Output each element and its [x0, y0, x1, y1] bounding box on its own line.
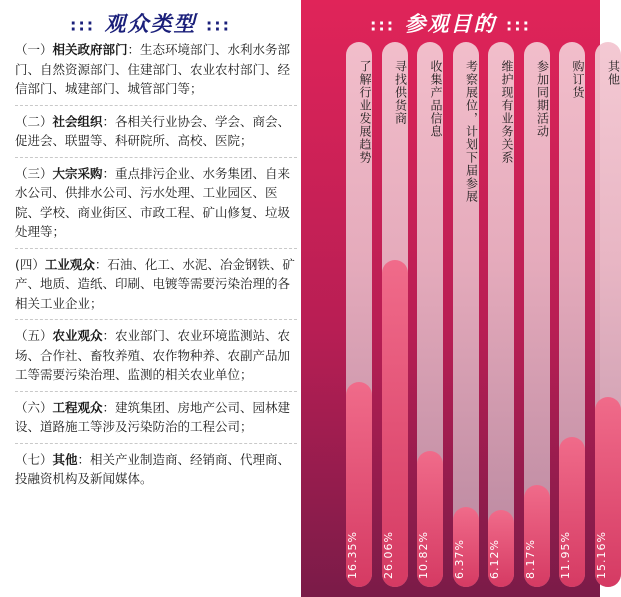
bar-column — [453, 42, 479, 587]
bar-category-label: 其他 — [606, 60, 621, 86]
visit-purpose-chart — [301, 0, 621, 597]
bar-category-label: 参加同期活动 — [535, 60, 550, 138]
bar-category-label: 了解行业发展趋势 — [358, 60, 372, 164]
audience-group-number: （六） — [15, 399, 53, 415]
audience-group — [15, 40, 297, 99]
bar-column — [595, 42, 621, 587]
audience-group-number: （五） — [15, 328, 53, 343]
audience-group-name: 工业观众 — [44, 256, 95, 272]
audience-groups-list — [15, 40, 297, 489]
group-divider — [15, 391, 297, 392]
title-decoration-left: ::: — [69, 15, 96, 35]
bar-category-label: 维护现有业务关系 — [500, 60, 514, 164]
group-divider — [15, 443, 297, 444]
bar-value-label: 15.16% — [594, 531, 608, 579]
group-divider — [15, 248, 297, 249]
audience-group-name: 相关政府部门 — [52, 42, 128, 57]
audience-group-description: ：重点排污企业、水务集团、自来水公司、供排水公司、污水处理、工业园区、医院、学校、商业街区、市政工程、矿山修复、垃圾处理等； — [15, 165, 291, 239]
bar-column — [524, 42, 550, 587]
audience-group-description: ：农业部门、农业环境监测站、农场、合作社、畜牧养殖、农作物种养、农副产品加工等需要污染治理、监测的相关农业单位； — [15, 328, 291, 382]
audience-group — [15, 326, 297, 385]
audience-group-description: ：建筑集团、房地产公司、园林建设、道路施工等涉及污染防治的工程公司； — [15, 399, 291, 434]
bar-column — [417, 42, 443, 587]
title-decoration-left: ::: — [369, 15, 396, 35]
audience-group-description: ：各相关行业协会、学会、商会、促进会、联盟等、科研院所、高校、医院； — [15, 113, 291, 148]
group-divider — [15, 319, 297, 320]
audience-group-name: 农业观众 — [52, 328, 103, 343]
bar-column — [559, 42, 585, 587]
audience-group-name: 工程观众 — [52, 399, 103, 415]
audience-group — [15, 398, 297, 437]
audience-group-number: （一） — [15, 42, 53, 57]
visit-purpose-panel — [301, 0, 621, 597]
bar-value-label: 26.06% — [381, 531, 395, 579]
audience-types-title-text: 观众类型 — [104, 12, 197, 36]
audience-group-name: 其他 — [52, 451, 78, 467]
bar-category-label: 寻找供货商 — [393, 60, 408, 125]
bar-category-label: 收集产品信息 — [429, 60, 443, 138]
audience-group — [15, 450, 297, 489]
audience-types-title — [0, 8, 301, 38]
title-decoration-right: ::: — [205, 15, 232, 35]
bar-column — [382, 42, 408, 587]
bar-column — [346, 42, 372, 587]
bar-category-label: 购订货 — [571, 60, 585, 99]
audience-group — [15, 112, 297, 151]
audience-group-description: ：生态环境部门、水利水务部门、自然资源部门、住建部门、农业农村部门、经信部门、城建部门、城管部门等； — [15, 42, 291, 96]
audience-group — [15, 164, 297, 242]
audience-group-description: ：相关产业制造商、经销商、代理商、投融资机构及新闻媒体。 — [15, 451, 291, 486]
audience-group — [15, 255, 297, 314]
bar-column — [488, 42, 514, 587]
audience-group-name: 社会组织 — [52, 113, 103, 129]
bar-value-label: 16.35% — [346, 531, 359, 579]
audience-group-number: （七） — [15, 451, 53, 467]
bar-value-label: 6.12% — [488, 539, 501, 579]
group-divider — [15, 157, 297, 158]
title-decoration-right: ::: — [505, 15, 532, 35]
audience-group-description: ：石油、化工、水泥、冶金钢铁、矿产、地质、造纸、印刷、电镀等需要污染治理的各相关工业企业； — [15, 256, 295, 311]
audience-group-number: （二） — [15, 113, 53, 129]
bar-value-label: 6.37% — [452, 539, 466, 579]
bar-value-label: 8.17% — [523, 539, 537, 579]
group-divider — [15, 105, 297, 106]
bar-value-label: 10.82% — [417, 531, 430, 579]
visit-purpose-title-text: 参观目的 — [404, 12, 497, 36]
audience-group-name: 大宗采购 — [52, 165, 103, 181]
audience-group-number: (四） — [15, 256, 45, 272]
bar-category-label: 考察展位，计划下届参展 — [464, 60, 479, 203]
audience-group-number: （三） — [15, 165, 53, 181]
bar-value-label: 11.95% — [559, 531, 572, 579]
audience-types-panel — [0, 0, 301, 597]
